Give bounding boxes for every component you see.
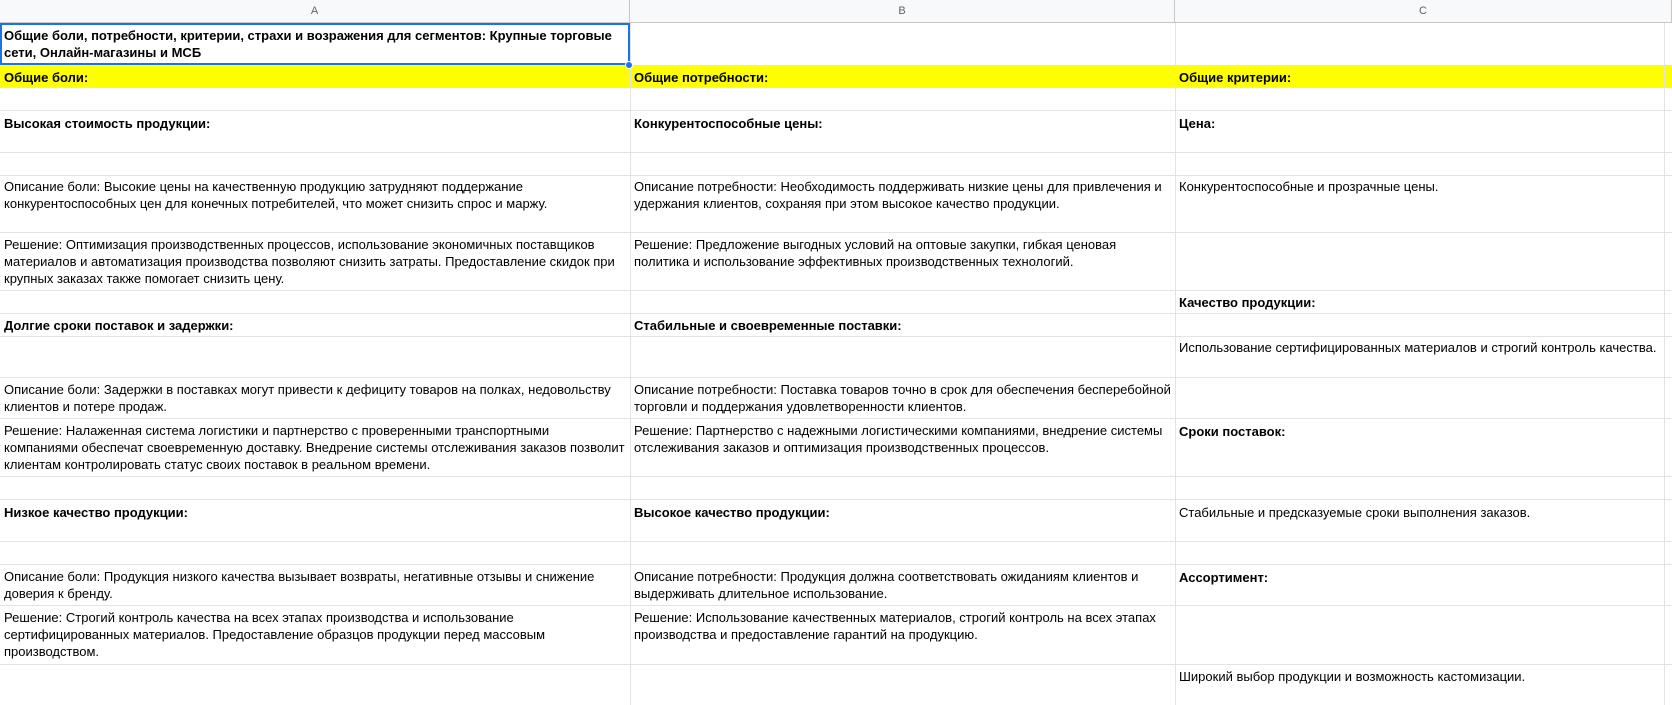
need-title-cell[interactable]: Стабильные и своевременные поставки:	[634, 318, 902, 333]
pain-description-cell[interactable]: Описание боли: Задержки в поставках могут привести к дефициту товаров на полках, недовольству клиентов и потере продаж.	[4, 382, 615, 414]
grid-line	[0, 499, 1672, 500]
need-title-cell[interactable]: Высокое качество продукции:	[634, 505, 830, 520]
need-description-cell[interactable]: Описание потребности: Необходимость поддерживать низкие цены для привлечения и удержания клиентов, сохраняя при этом высокое качество продукции.	[634, 179, 1166, 211]
grid-line	[0, 336, 1672, 337]
column-header-a-label: A	[310, 5, 319, 17]
criteria-title-cell[interactable]: Ассортимент:	[1179, 570, 1269, 585]
pain-title-cell[interactable]: Высокая стоимость продукции:	[4, 116, 211, 131]
need-description-cell[interactable]: Описание потребности: Продукция должна соответствовать ожиданиям клиентов и выдерживать длительное использование.	[634, 569, 1143, 601]
need-solution-cell[interactable]: Решение: Использование качественных материалов, строгий контроль на всех этапах производства и предоставление гарантий на продукцию.	[634, 610, 1160, 642]
need-title-cell[interactable]: Конкурентоспособные цены:	[634, 116, 823, 131]
column-header-b-label: B	[898, 5, 906, 17]
column-header-a[interactable]	[0, 0, 630, 23]
grid-line	[0, 377, 1672, 378]
pain-solution-cell[interactable]: Решение: Строгий контроль качества на всех этапах производства и использование сертифицированных материалов. Предоставление образцов продукции перед массовым производством.	[4, 610, 549, 659]
grid-line	[0, 110, 1672, 111]
header-cell-criteria[interactable]: Общие критерии:	[1179, 70, 1292, 85]
column-header-c-label: C	[1419, 5, 1427, 17]
grid-line	[0, 476, 1672, 477]
grid-line	[0, 175, 1672, 176]
grid-line	[0, 290, 1672, 291]
grid-line	[0, 313, 1672, 314]
criteria-title-cell[interactable]: Сроки поставок:	[1179, 424, 1286, 439]
criteria-title-cell[interactable]: Цена:	[1179, 116, 1216, 131]
pain-solution-cell[interactable]: Решение: Оптимизация производственных процессов, использование экономичных поставщиков материалов и автоматизация производства позволяют снизить затраты. Предоставление скидок при крупных заказах также помогает снизить цену.	[4, 237, 619, 286]
header-cell-pains[interactable]: Общие боли:	[4, 70, 89, 85]
grid-line	[630, 23, 631, 705]
grid-line	[0, 65, 1672, 66]
pain-description-cell[interactable]: Описание боли: Высокие цены на качественную продукцию затрудняют поддержание конкурентоспособных цен для конечных потребителей, что может снизить спрос и маржу.	[4, 179, 548, 211]
cell-selection	[0, 23, 630, 65]
criteria-text-cell[interactable]: Широкий выбор продукции и возможность кастомизации.	[1179, 669, 1526, 684]
grid-line	[0, 232, 1672, 233]
grid-line	[1175, 23, 1176, 705]
need-description-cell[interactable]: Описание потребности: Поставка товаров точно в срок для обеспечения бесперебойной торговли и поддержания удовлетворенности клиентов.	[634, 382, 1175, 414]
grid-line	[0, 87, 1672, 88]
need-solution-cell[interactable]: Решение: Партнерство с надежными логистическими компаниями, внедрение системы отслеживания заказов и оптимизация производственных процессов.	[634, 423, 1166, 455]
grid-line	[0, 605, 1672, 606]
criteria-text-cell[interactable]: Использование сертифицированных материалов и строгий контроль качества.	[1179, 340, 1657, 355]
grid-line	[0, 541, 1672, 542]
criteria-text-cell[interactable]: Стабильные и предсказуемые сроки выполнения заказов.	[1179, 505, 1531, 520]
grid-line	[0, 418, 1672, 419]
grid-line	[0, 152, 1672, 153]
title-cell[interactable]: Общие боли, потребности, критерии, страхи и возражения для сегментов: Крупные торговые сети, Онлайн-магазины и МСБ	[4, 28, 616, 60]
pain-description-cell[interactable]: Описание боли: Продукция низкого качества вызывает возвраты, негативные отзывы и снижение доверия к бренду.	[4, 569, 598, 601]
need-solution-cell[interactable]: Решение: Предложение выгодных условий на оптовые закупки, гибкая ценовая политика и использование эффективных производственных технологий.	[634, 237, 1120, 269]
pain-title-cell[interactable]: Долгие сроки поставок и задержки:	[4, 318, 234, 333]
header-cell-needs[interactable]: Общие потребности:	[634, 70, 769, 85]
pain-title-cell[interactable]: Низкое качество продукции:	[4, 505, 188, 520]
grid-line	[0, 664, 1672, 665]
criteria-text-cell[interactable]: Конкурентоспособные и прозрачные цены.	[1179, 179, 1439, 194]
column-header-b[interactable]	[630, 0, 1175, 23]
grid-line	[0, 564, 1672, 565]
fill-handle[interactable]	[625, 61, 633, 69]
column-header-c[interactable]	[1175, 0, 1672, 23]
next-column-edge	[1664, 23, 1672, 705]
pain-solution-cell[interactable]: Решение: Налаженная система логистики и партнерство с проверенными транспортными компаниями обеспечат своевременную доставку. Внедрение системы отслеживания заказов позволит клиентам контролировать статус своих поставок в реальном времени.	[4, 423, 629, 472]
criteria-title-cell[interactable]: Качество продукции:	[1179, 295, 1316, 310]
